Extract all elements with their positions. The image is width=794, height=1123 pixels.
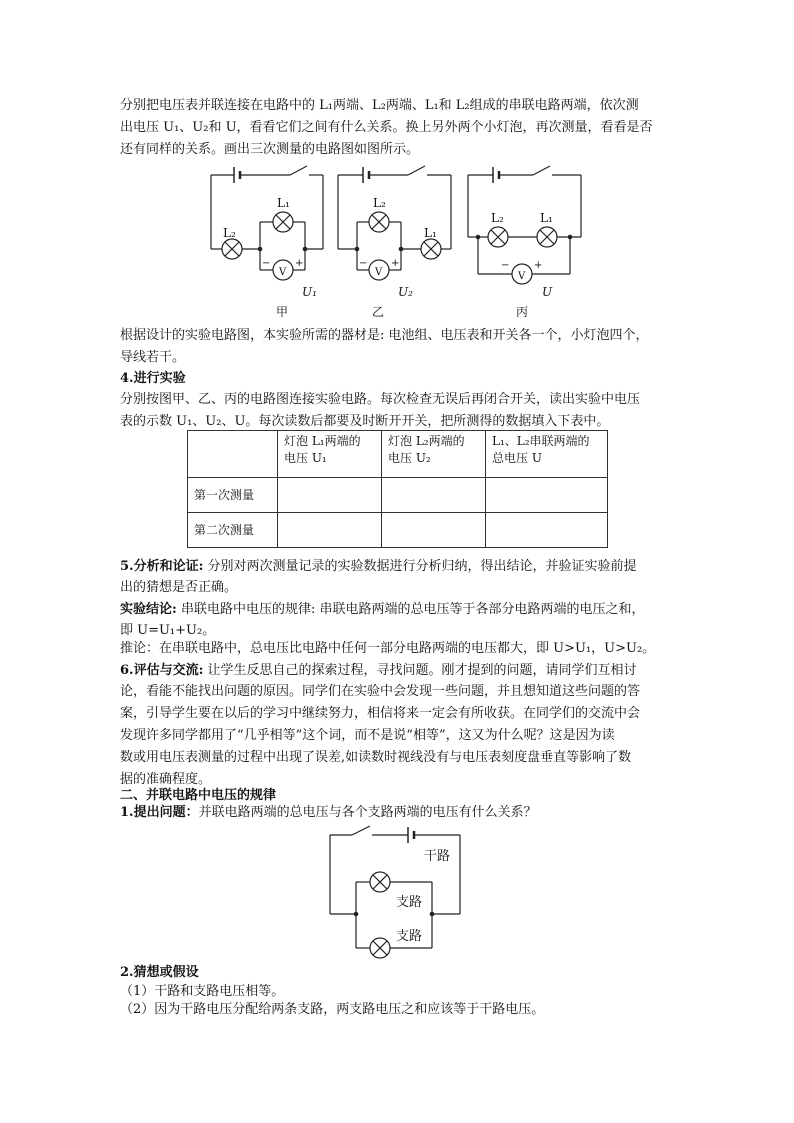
intro-line-3: 还有同样的关系。画出三次测量的电路图如图所示。 — [120, 142, 420, 157]
series-circuit-figure — [0, 0, 794, 330]
table-header-u2-line2: 电压 U₂ — [388, 451, 431, 465]
section-6-text: 让学生反思自己的探索过程，寻找问题。刚才提到的问题，请同学们互相讨 — [203, 663, 637, 678]
section-6-title: 6.评估与交流: — [120, 663, 204, 678]
table-header-u — [486, 431, 608, 478]
conclusion-text: 串联电路中电压的规律: 串联电路两端的总电压等于各部分电路两端的电压之和， — [176, 602, 645, 617]
jia-l2-label: L₂ — [223, 226, 236, 240]
main-circuit-label: 干路 — [424, 849, 451, 864]
circuit-bing — [468, 166, 581, 284]
table-cell — [382, 478, 486, 513]
yi-l2-label: L₂ — [373, 196, 386, 210]
table-cell — [382, 513, 486, 548]
section-4-line-1: 分别按图甲、乙、丙的电路图连接实验电路。每次检查无误后再闭合开关，读出实验中电压 — [120, 392, 641, 407]
section-5-text: 分别对两次测量记录的实验数据进行分析归纳，得出结论，并验证实验前提 — [203, 559, 637, 574]
bing-u-label: U — [542, 285, 553, 299]
yi-plus: + — [391, 258, 400, 269]
jia-caption: 甲 — [276, 305, 289, 319]
bing-voltmeter-symbol: V — [518, 271, 526, 282]
parallel-circuit-figure — [300, 820, 500, 960]
table-corner-cell — [188, 431, 278, 478]
section-6-line-4: 发现许多同学都用了“几乎相等”这个词，而不是说“相等”，这又为什么呢？这是因为读 — [120, 728, 615, 743]
bing-l2-label: L₂ — [491, 211, 504, 225]
section-6-line-5: 数或用电压表测量的过程中出现了误差,如读数时视线没有与电压表刻度盘垂直等影响了数 — [120, 750, 632, 765]
jia-u-label: U₁ — [302, 285, 317, 299]
bing-l1-label: L₁ — [540, 211, 553, 225]
branch-2-label: 支路 — [396, 929, 423, 944]
jia-minus: − — [262, 258, 271, 269]
yi-minus: − — [359, 258, 368, 269]
table-row-label: 第一次测量 — [188, 478, 278, 513]
table-header-u-line1: L₁、L₂串联两端的 — [492, 434, 590, 448]
section-5-title: 5.分析和论证: — [120, 559, 204, 574]
yi-caption: 乙 — [372, 305, 385, 319]
section-6-line-6: 据的准确程度。 — [120, 772, 212, 787]
section-6-line-2: 论，看能不能找出问题的原因。同学们在实验中会发现一些问题，并且想知道这些问题的答 — [120, 684, 641, 699]
conclusion-label: 实验结论: — [120, 602, 177, 617]
part-2-title: 二、并联电路中电压的规律 — [120, 788, 277, 803]
section-5-line-1 — [120, 557, 637, 576]
measurement-table — [187, 430, 608, 548]
hypothesis-1: （1）干路和支路电压相等。 — [120, 984, 285, 999]
jia-plus: + — [295, 258, 304, 269]
section-4-title: 4.进行实验 — [120, 371, 186, 386]
table-cell — [278, 478, 382, 513]
equipment-line-2: 导线若干。 — [120, 350, 186, 365]
hypothesis-2: （2）因为干路电压分配给两条支路，两支路电压之和应该等于干路电压。 — [120, 1002, 545, 1017]
table-header-u1-line2: 电压 U₁ — [284, 451, 327, 465]
table-header-u1 — [278, 431, 382, 478]
table-header-u1-line1: 灯泡 L₁两端的 — [284, 434, 361, 448]
inference-line: 推论：在串联电路中，总电压比电路中任何一部分电路两端的电压都大，即 U>U₁，U>U₂。 — [120, 641, 656, 656]
section-6-line-1 — [120, 661, 637, 680]
section-4-line-2: 表的示数 U₁、U₂、U。每次读数后都要及时断开开关，把所测得的数据填入下表中。 — [120, 414, 610, 429]
yi-l1-label: L₁ — [424, 226, 437, 240]
jia-l1-label: L₁ — [277, 196, 290, 210]
section-5-line-2: 出的猜想是否正确。 — [120, 580, 238, 595]
branch-1-label: 支路 — [396, 895, 423, 910]
table-header-row — [188, 431, 608, 478]
conclusion-line-1 — [120, 600, 644, 619]
question-text: 并联电路两端的总电压与各个支路两端的电压有什么关系？ — [198, 805, 537, 820]
table-header-u-line2: 总电压 U — [492, 451, 542, 465]
intro-line-2: 出电压 U₁、U₂和 U，看看它们之间有什么关系。换上另外两个小灯泡，再次测量，看看是否 — [120, 120, 653, 135]
section-6-line-3: 案，引导学生要在以后的学习中继续努力，相信将来一定会有所收获。在同学们的交流中会 — [120, 706, 641, 721]
table-row-label: 第二次测量 — [188, 513, 278, 548]
hypothesis-title: 2.猜想或假设 — [120, 965, 199, 980]
yi-voltmeter-symbol: V — [375, 267, 383, 278]
table-cell — [486, 513, 608, 548]
bing-minus: − — [501, 260, 510, 271]
table-header-u2 — [382, 431, 486, 478]
jia-voltmeter-symbol: V — [279, 267, 287, 278]
conclusion-line-2: 即 U=U₁+U₂。 — [120, 623, 216, 638]
bing-caption: 丙 — [516, 305, 529, 319]
table-header-u2-line1: 灯泡 L₂两端的 — [388, 434, 465, 448]
table-row — [188, 478, 608, 513]
table-cell — [486, 478, 608, 513]
table-cell — [278, 513, 382, 548]
intro-line-1: 分别把电压表并联连接在电路中的 L₁两端、L₂两端、L₁和 L₂组成的串联电路两端，依次测 — [120, 98, 639, 113]
table-row — [188, 513, 608, 548]
bing-plus: + — [534, 260, 543, 271]
yi-u-label: U₂ — [398, 285, 413, 299]
question-title: 1.提出问题： — [120, 805, 199, 820]
equipment-line-1: 根据设计的实验电路图，本实验所需的器材是: 电池组、电压表和开关各一个，小灯泡四个， — [120, 328, 649, 343]
